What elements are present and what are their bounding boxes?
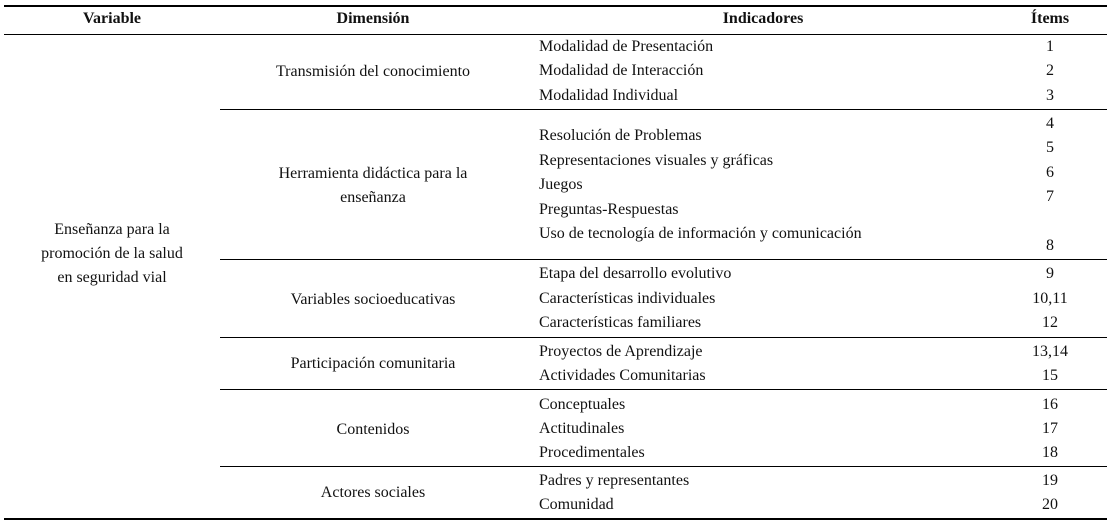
item-number: 9 <box>1046 265 1054 282</box>
indicator: Características familiares <box>539 314 702 331</box>
indicator: Modalidad Individual <box>539 87 679 104</box>
indicator: Representaciones visuales y gráficas <box>539 152 774 169</box>
dimension-label: Variables socioeducativas <box>290 291 456 308</box>
dimension-label: Contenidos <box>336 421 410 438</box>
header-indicators: Indicadores <box>722 10 804 27</box>
header-items: Ítems <box>1030 10 1070 27</box>
indicator: Preguntas-Respuestas <box>539 201 679 218</box>
item-number: 18 <box>1042 444 1058 461</box>
top-rule <box>4 5 1107 7</box>
item-number: 1 <box>1046 38 1054 55</box>
item-number: 16 <box>1042 396 1058 413</box>
section-rule <box>220 109 1107 110</box>
header-dimension: Dimensión <box>336 10 410 27</box>
indicator: Uso de tecnología de información y comunicación <box>539 225 862 242</box>
item-number: 2 <box>1046 62 1054 79</box>
variable-line: promoción de la salud <box>41 245 183 262</box>
item-number: 19 <box>1042 472 1058 489</box>
indicator: Padres y representantes <box>539 472 690 489</box>
item-number: 4 <box>1046 115 1054 132</box>
variable-line: en seguridad vial <box>57 269 167 286</box>
item-number: 8 <box>1046 237 1054 254</box>
dimension-label: Actores sociales <box>320 484 426 501</box>
item-number: 7 <box>1046 188 1054 205</box>
header-variable: Variable <box>82 10 142 27</box>
section-rule <box>220 389 1107 390</box>
header-rule <box>4 34 1107 35</box>
indicator: Modalidad de Interacción <box>539 62 704 79</box>
variable-line: Enseñanza para la <box>54 221 170 238</box>
item-number: 6 <box>1046 164 1054 181</box>
indicator: Modalidad de Presentación <box>539 38 714 55</box>
indicator: Procedimentales <box>539 444 645 461</box>
dimension-label: Herramienta didáctica para la <box>278 165 468 182</box>
item-number: 20 <box>1042 496 1058 513</box>
dimension-label: enseñanza <box>340 189 406 206</box>
indicator: Comunidad <box>539 496 614 513</box>
dimension-label: Participación comunitaria <box>290 355 456 372</box>
item-number: 12 <box>1042 314 1058 331</box>
indicator: Actitudinales <box>539 420 625 437</box>
item-number: 17 <box>1042 420 1058 437</box>
indicator: Resolución de Problemas <box>539 127 702 144</box>
item-number: 5 <box>1046 139 1054 156</box>
section-rule <box>220 259 1107 260</box>
item-number: 3 <box>1046 87 1054 104</box>
indicator: Características individuales <box>539 290 716 307</box>
item-number: 13,14 <box>1032 343 1068 360</box>
item-number: 10,11 <box>1032 290 1068 307</box>
bottom-rule <box>4 518 1107 520</box>
indicator: Juegos <box>539 176 583 193</box>
indicator: Etapa del desarrollo evolutivo <box>539 265 732 282</box>
item-number: 15 <box>1042 367 1058 384</box>
section-rule <box>220 337 1107 338</box>
indicator: Actividades Comunitarias <box>539 367 706 384</box>
indicator: Proyectos de Aprendizaje <box>539 343 703 360</box>
indicator: Conceptuales <box>539 396 626 413</box>
dimension-label: Transmisión del conocimiento <box>275 63 471 80</box>
section-rule <box>220 466 1107 467</box>
